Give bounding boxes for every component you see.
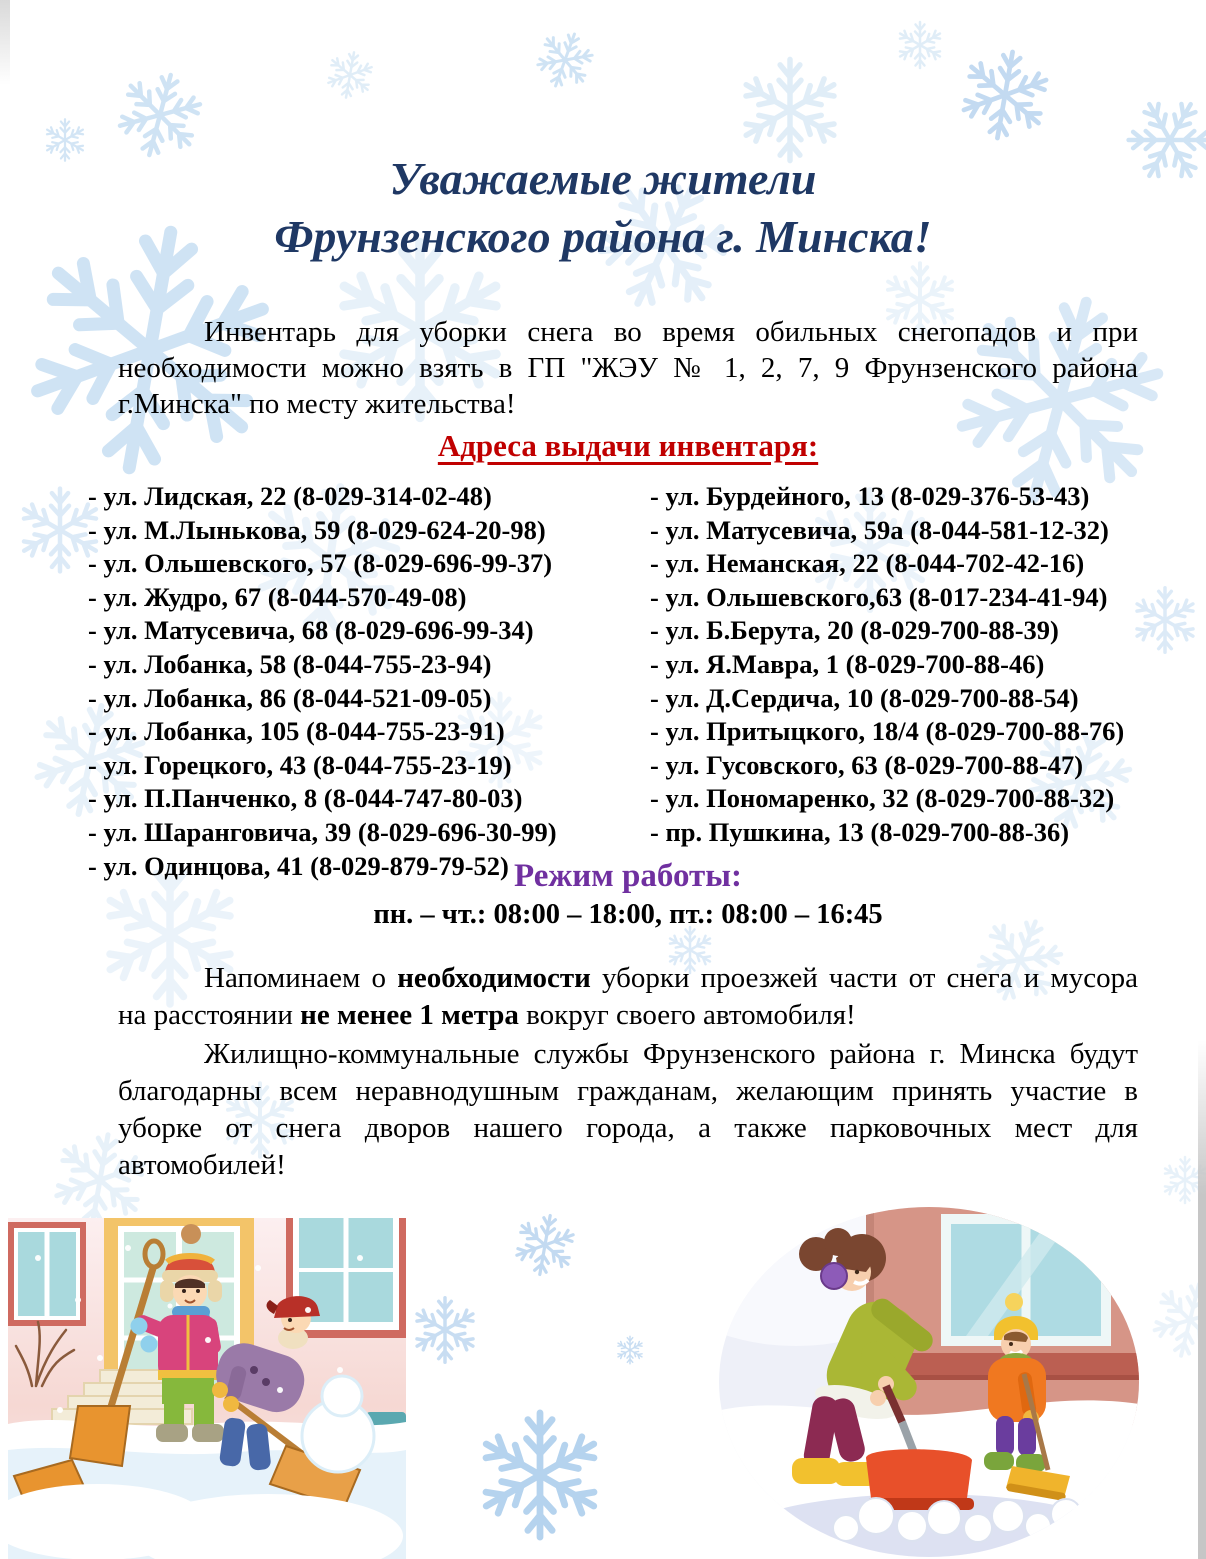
page-edge-artifact	[0, 0, 10, 85]
address-item: - ул. Д.Сердича, 10 (8-029-700-88-54)	[650, 682, 1079, 713]
address-item: - ул. Притыцкого, 18/4 (8-029-700-88-76)	[650, 716, 1125, 747]
address-item: - ул. Жудро, 67 (8-044-570-49-08)	[88, 581, 467, 612]
address-item: - ул. Матусевича, 59а (8-044-581-12-32)	[650, 514, 1109, 545]
reminder-bold: не менее 1 метра	[300, 999, 519, 1031]
reminder-bold: необходимости	[397, 962, 591, 994]
address-item: - ул. Б.Берута, 20 (8-029-700-88-39)	[650, 615, 1059, 646]
address-item: - ул. Одинцова, 41 (8-029-879-79-52)	[88, 850, 509, 881]
reminder-paragraph	[118, 960, 1138, 1034]
page-title-line1: Уважаемые жители	[389, 153, 817, 204]
page-title-line2: Фрунзенского района г. Минска!	[274, 210, 932, 262]
page-title	[0, 150, 1206, 266]
address-item: - ул. Лобанка, 105 (8-044-755-23-91)	[88, 716, 505, 747]
address-item: - ул. Гусовского, 63 (8-029-700-88-47)	[650, 749, 1084, 780]
snowball	[322, 1376, 362, 1416]
address-item: - ул. Лобанка, 86 (8-044-521-09-05)	[88, 682, 492, 713]
intro-paragraph: Инвентарь для уборки снега во время обильных снегопадов и при необходимости можно взять в ГП "ЖЭУ № 1, 2, 7, 9 Фрунзенского района г.Минска" по месту жительства!	[118, 316, 1138, 420]
address-item: - ул. Лобанка, 58 (8-044-755-23-94)	[88, 648, 492, 679]
address-item: - пр. Пушкина, 13 (8-029-700-88-36)	[650, 816, 1070, 847]
address-item: - ул. Неманская, 22 (8-044-702-42-16)	[650, 548, 1085, 579]
address-item: - ул. Шаранговича, 39 (8-029-696-30-99)	[88, 816, 557, 847]
address-item: - ул. Ольшевского, 57 (8-029-696-99-37)	[88, 548, 553, 579]
address-item: - ул. П.Панченко, 8 (8-044-747-80-03)	[88, 783, 523, 814]
addresses-heading: Адреса выдачи инвентаря:	[437, 428, 819, 463]
address-item: - ул. Пономаренко, 32 (8-029-700-88-32)	[650, 783, 1115, 814]
reminder-text: уборки проезжей части от снега и мусора на расстоянии	[118, 962, 1138, 1031]
woman-and-child-shoveling-snow-illustration	[716, 1206, 1142, 1559]
addresses-column-left	[88, 480, 557, 883]
address-item: - ул. Я.Мавра, 1 (8-029-700-88-46)	[650, 648, 1045, 679]
window-left	[8, 1222, 86, 1326]
schedule-heading: Режим работы:	[514, 858, 742, 894]
page-edge-artifact	[1198, 1040, 1206, 1559]
address-item: - ул. Матусевича, 68 (8-029-696-99-34)	[88, 615, 534, 646]
address-item: - ул. М.Лынькова, 59 (8-029-624-20-98)	[88, 514, 546, 545]
reminder-text: вокруг своего автомобиля!	[518, 999, 856, 1031]
appeal-paragraph: Жилищно-коммунальные службы Фрунзенского района г. Минска будут благодарны всем неравнодушным гражданам, желающим принять участие в уборке от снега дворов нашего города, а также парковочных мест для автомобилей!	[118, 1038, 1138, 1181]
address-item: - ул. Горецкого, 43 (8-044-755-23-19)	[88, 749, 512, 780]
shovel-scoop	[866, 1449, 972, 1506]
addresses-column-right	[650, 480, 1124, 850]
address-item: - ул. Лидская, 22 (8-029-314-02-48)	[88, 481, 492, 511]
children-shoveling-snow-illustration	[8, 1218, 406, 1559]
address-item: - ул. Ольшевского,63 (8-017-234-41-94)	[650, 581, 1108, 612]
reminder-text: Напоминаем о	[204, 962, 398, 994]
schedule-hours: пн. – чт.: 08:00 – 18:00, пт.: 08:00 – 16:45	[373, 899, 883, 930]
address-item: - ул. Бурдейного, 13 (8-029-376-53-43)	[650, 481, 1090, 511]
